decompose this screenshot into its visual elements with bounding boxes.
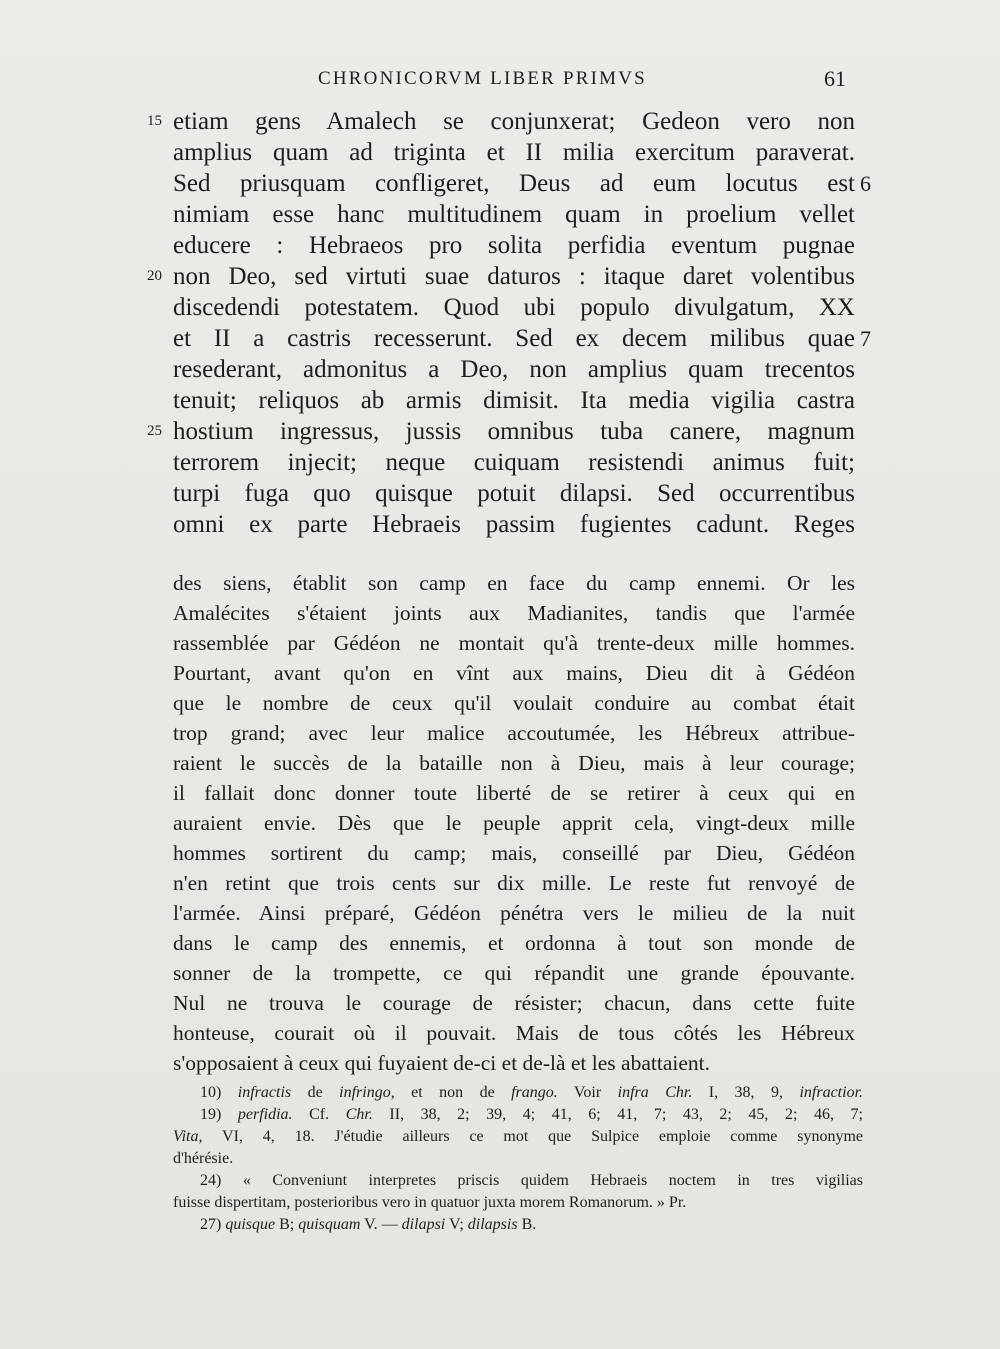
latin-line: tenuit; reliquos ab armis dimisit. Ita media vigilia castra (173, 387, 855, 414)
latin-line: hostium ingressus, jussis omnibus tuba canere, magnum (173, 418, 855, 445)
line-number: 20 (147, 268, 162, 284)
footnote-19-end: d'hérésie. (173, 1150, 234, 1167)
french-line: des siens, établit son camp en face du camp ennemi. Or les (173, 571, 855, 595)
footnote-24: 24) « Conveniunt interpretes priscis quidem Hebraeis noctem in tres vigilias (200, 1172, 863, 1189)
french-line: n'en retint que trois cents sur dix mille. Le reste fut renvoyé de (173, 871, 855, 895)
footnote-19: 19) perfidia. Cf. Chr. II, 38, 2; 39, 4; 41, 6; 41, 7; 43, 2; 45, 2; 46, 7; (200, 1106, 863, 1123)
latin-line: amplius quam ad triginta et II milia exercitum paraverat. (173, 139, 855, 166)
french-line: honteuse, courait où il pouvait. Mais de tous côtés les Hébreux (173, 1021, 855, 1045)
french-line: l'armée. Ainsi préparé, Gédéon pénétra vers le milieu de la nuit (173, 901, 855, 925)
french-line: Nul ne trouva le courage de résister; chacun, dans cette fuite (173, 991, 855, 1015)
line-number: 25 (147, 423, 162, 439)
margin-verse-number: 6 (860, 171, 871, 196)
latin-line: nimiam esse hanc multitudinem quam in proelium vellet (173, 201, 855, 228)
french-line: sonner de la trompette, ce qui répandit une grande épouvante. (173, 961, 855, 985)
french-line: s'opposaient à ceux qui fuyaient de-ci et de-là et les abattaient. (173, 1051, 710, 1075)
line-number: 15 (147, 113, 162, 129)
latin-line: terrorem injecit; neque cuiquam resistendi animus fuit; (173, 449, 855, 476)
latin-line: resederant, admonitus a Deo, non amplius quam trecentos (173, 356, 855, 383)
french-line: il fallait donc donner toute liberté de se retirer à ceux qui en (173, 781, 855, 805)
latin-line: Sed priusquam confligeret, Deus ad eum locutus est (173, 170, 855, 197)
french-line: raient le succès de la bataille non à Dieu, mais à leur courage; (173, 751, 855, 775)
french-line: Amalécites s'étaient joints aux Madianites, tandis que l'armée (173, 601, 855, 625)
french-line: auraient envie. Dès que le peuple apprit cela, vingt-deux mille (173, 811, 855, 835)
running-title: CHRONICORVM LIBER PRIMVS (318, 68, 647, 89)
french-line: rassemblée par Gédéon ne montait qu'à trente-deux mille hommes. (173, 631, 855, 655)
page-number: 61 (824, 66, 846, 91)
french-line: que le nombre de ceux qu'il voulait conduire au combat était (173, 691, 855, 715)
footnote-10: 10) infractis de infringo, et non de frango. Voir infra Chr. I, 38, 9, infractior. (200, 1084, 864, 1101)
footnote-19-cont: Vita, VI, 4, 18. J'étudie ailleurs ce mot que Sulpice emploie comme synonyme (173, 1128, 863, 1145)
french-line: Pourtant, avant qu'on en vînt aux mains, Dieu dit à Gédéon (173, 661, 855, 685)
french-line: trop grand; avec leur malice accoutumée, les Hébreux attribue- (173, 721, 855, 745)
latin-line: educere : Hebraeos pro solita perfidia eventum pugnae (173, 232, 855, 259)
french-line: hommes sortirent du camp; mais, conseillé par Dieu, Gédéon (173, 841, 855, 865)
latin-line: turpi fuga quo quisque potuit dilapsi. Sed occurrentibus (173, 480, 855, 507)
running-header (0, 68, 1000, 94)
french-line: dans le camp des ennemis, et ordonna à tout son monde de (173, 931, 855, 955)
latin-line: etiam gens Amalech se conjunxerat; Gedeon vero non (173, 108, 855, 135)
latin-line: discedendi potestatem. Quod ubi populo divulgatum, XX (173, 294, 855, 321)
latin-line: et II a castris recesserunt. Sed ex decem milibus quae (173, 325, 855, 352)
latin-line: non Deo, sed virtuti suae daturos : itaque daret volentibus (173, 263, 855, 290)
margin-verse-number: 7 (860, 326, 871, 351)
footnote-27: 27) quisque B; quisquam V. — dilapsi V; dilapsis B. (200, 1216, 537, 1233)
latin-line: omni ex parte Hebraeis passim fugientes cadunt. Reges (173, 511, 855, 538)
footnote-24-cont: fuisse dispertitam, posterioribus vero in quatuor juxta morem Romanorum. » Pr. (173, 1194, 687, 1211)
